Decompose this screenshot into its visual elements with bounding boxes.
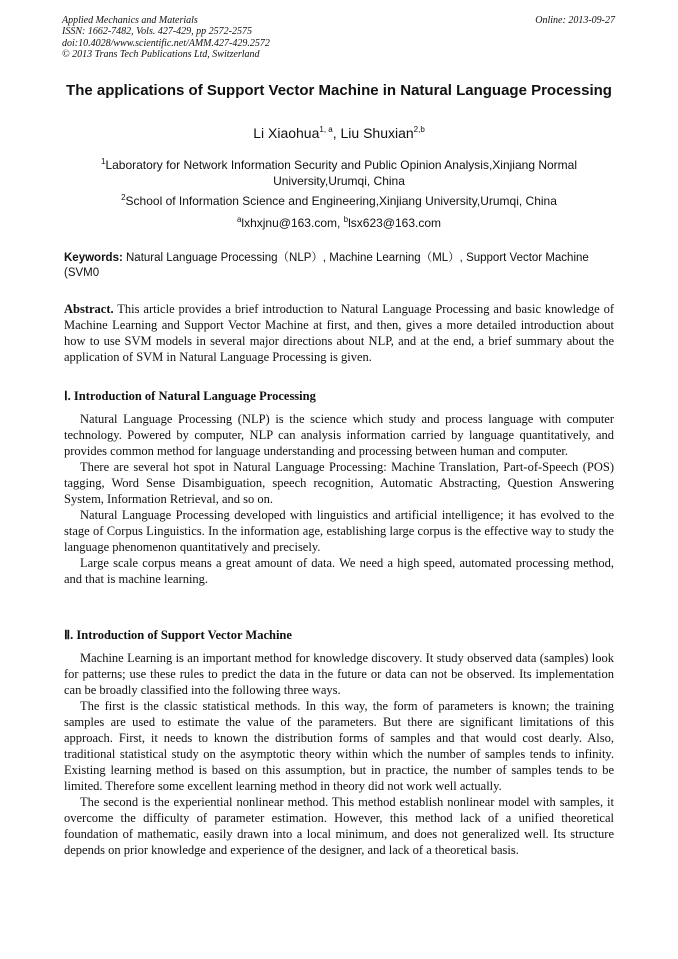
section-2-body — [64, 650, 614, 858]
keywords-block — [64, 251, 614, 281]
abstract-text: This article provides a brief introduction to Natural Language Processing and basic knowledge of Machine Learning and Support Vector Machine at first, and then, gives a more detailed introduction about how to use SVM models in several major directions about NLP, and at the end, a brief summary about the application of SVM in Natural Language Processing is given. — [64, 302, 614, 364]
affiliation-1-sup: 1 — [100, 157, 106, 166]
keywords-text: Natural Language Processing（NLP）, Machine Learning（ML）, Support Vector Machine (SVM0 — [64, 252, 589, 279]
email-1[interactable]: lxhxjnu@163.com — [241, 216, 337, 230]
paragraph: The second is the experiential nonlinear method. This method establish nonlinear model with samples, it overcome the difficulty of parameter estimation. However, this method lack of a unified theoretical foundation of mathematic, easily drawn into a local minimum, and does not generalized well. Its structure depends on prior knowledge and experience of the designer, and lack of a theoretical basis. — [64, 795, 614, 857]
section-2-heading: Ⅱ. Introduction of Support Vector Machine — [64, 628, 292, 642]
author-separator: , — [332, 125, 341, 141]
affiliation-2-sup: 2 — [121, 193, 126, 202]
keywords-label: Keywords: — [64, 252, 123, 264]
paragraph: Machine Learning is an important method for knowledge discovery. It study observed data (samples) look for patterns; use these rules to predict the data in the future or data can not be observed. Its implementation can be broadly classified into the following three ways. — [64, 651, 614, 697]
paragraph: The first is the classic statistical methods. In this way, the form of parameters is known; the training samples are used to estimate the value of the parameters. But there are significant limitations of this approach. First, it needs to known the distribution forms of samples and that would cost dearly. Also, traditional statistical study on the asymptotic theory within which the number of samples tends to infinity. Existing learning method is based on this assumption, but in practice, the number of samples tends to be limited. Therefore some excellent learning method in theory did not work well actually. — [64, 699, 614, 793]
email-1-sup: a — [236, 215, 242, 224]
section-1-body — [64, 411, 614, 587]
abstract-block — [64, 301, 614, 365]
paragraph: Natural Language Processing (NLP) is the science which study and process language with computer technology. Powered by computer, NLP can analysis information carried by language quantitatively, and provides common method for language understanding and processing between human and computer. — [64, 412, 614, 458]
paragraph: Large scale corpus means a great amount of data. We need a high speed, automated processing method, and that is machine learning. — [64, 556, 614, 586]
doi-line[interactable]: doi:10.4028/www.scientific.net/AMM.427-429.2572 — [62, 37, 270, 49]
paragraph: There are several hot spot in Natural Language Processing: Machine Translation, Part-of-Speech (POS) tagging, Word Sense Disambiguation, speech recognition, Automatic Abstracting, Question Answering System, Information Retrieval, and so on. — [64, 460, 614, 506]
abstract-label: Abstract. — [64, 302, 114, 316]
affiliation-2-text: School of Information Science and Engineering,Xinjiang University,Urumqi, China — [125, 194, 557, 208]
author-2-sup: 2,b — [413, 125, 425, 134]
author-1-name: Li Xiaohua — [253, 125, 320, 141]
email-2[interactable]: lsx623@163.com — [348, 216, 442, 230]
affiliation-1 — [64, 157, 614, 189]
email-2-sup: b — [343, 215, 349, 224]
email-line — [64, 215, 614, 231]
affiliation-1-text: Laboratory for Network Information Security and Public Opinion Analysis,Xinjiang Normal University,Urumqi, China — [105, 158, 577, 188]
affiliation-2 — [64, 193, 614, 209]
author-1-sup: 1, a — [319, 125, 333, 134]
issn-line: ISSN: 1662-7482, Vols. 427-429, pp 2572-2575 — [62, 26, 252, 38]
email-separator: , — [336, 216, 344, 230]
section-1-heading: Ⅰ. Introduction of Natural Language Processing — [64, 389, 316, 403]
paper-title: The applications of Support Vector Machine in Natural Language Processing — [66, 82, 612, 99]
copyright-line: © 2013 Trans Tech Publications Ltd, Switzerland — [62, 49, 260, 61]
journal-header — [62, 15, 270, 61]
journal-name: Applied Mechanics and Materials — [62, 15, 198, 26]
paragraph: Natural Language Processing developed with linguistics and artificial intelligence; it has evolved to the stage of Corpus Linguistics. In the information age, establishing large corpus is the effective way to study the language phenomenon quantitatively and precisely. — [64, 508, 614, 554]
online-date: Online: 2013-09-27 — [535, 15, 615, 26]
author-line — [64, 124, 614, 142]
author-2-name: Liu Shuxian — [340, 125, 414, 141]
